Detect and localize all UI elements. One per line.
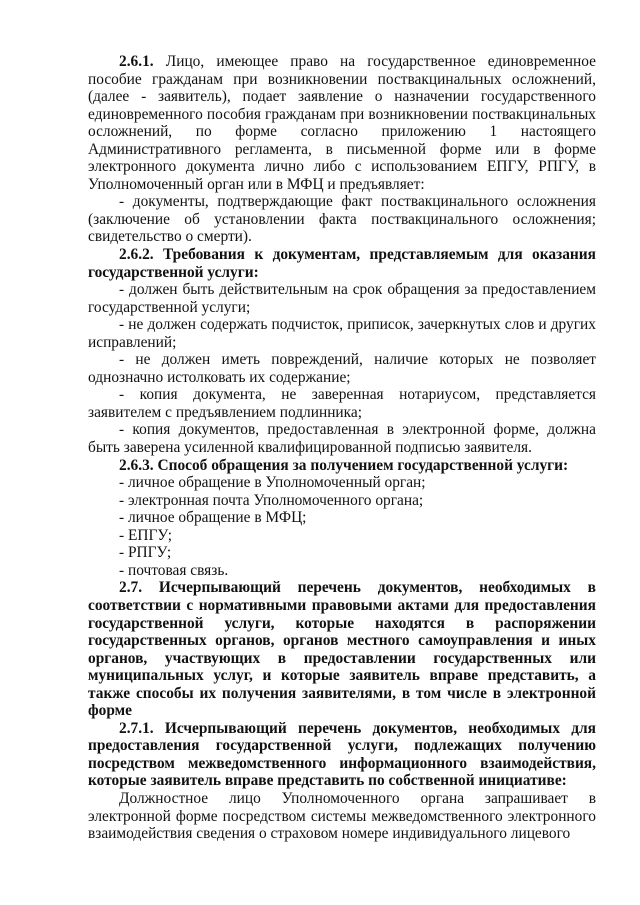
paragraph-2-6-1 bbox=[88, 53, 596, 193]
clause-number: 2.6.1. bbox=[119, 53, 154, 70]
paragraph-text: Лицо, имеющее право на государственное единовременное пособие гражданам при возникновении поствакцинальных осложнений, (далее - заявитель), подает заявление о назначении государственного единовременного пособия гражданам при возникновении поствакцинальных осложнений, по форме согласно приложению 1 настоящего Административного регламента, в письменной форме или в форме электронного документа лично либо с использованием ЕПГУ, РПГУ, в Уполномоченный орган или в МФЦ и предъявляет: bbox=[88, 53, 596, 193]
list-item: - РПГУ; bbox=[119, 544, 172, 562]
list-item: - должен быть действительным на срок обращения за предоставлением государственной услуги; bbox=[88, 281, 596, 316]
list-item: - личное обращение в Уполномоченный орган; bbox=[119, 474, 426, 492]
list-item: - почтовая связь. bbox=[119, 561, 229, 579]
list-item: - электронная почта Уполномоченного органа; bbox=[119, 491, 424, 509]
body-paragraph: Должностное лицо Уполномоченного органа запрашивает в электронной форме посредством системы межведомственного электронного взаимодействия сведения о страховом номере индивидуального лицевого bbox=[88, 789, 596, 843]
section-heading-2-6-3: 2.6.3. Способ обращения за получением государственной услуги: bbox=[119, 456, 569, 474]
document-page bbox=[88, 53, 596, 843]
section-heading-2-6-2: 2.6.2. Требования к документам, представляемым для оказания государственной услуги: bbox=[88, 246, 596, 281]
list-item: - копия документа, не заверенная нотариусом, представляется заявителем с предъявлением подлинника; bbox=[88, 386, 596, 421]
section-heading-2-7: 2.7. Исчерпывающий перечень документов, необходимых в соответствии с нормативными правовыми актами для предоставления государственной услуги, которые находятся в распоряжении государственных органов, органов местного самоуправления и иных органов, участвующих в предоставлении государственных или муниципальных услуг, и которые заявитель вправе представить, а также способы их получения заявителями, в том числе в электронной форме bbox=[88, 579, 596, 720]
list-item: - документы, подтверждающие факт поствакцинального осложнения (заключение об установлении факта поствакцинального осложнения; свидетельство о смерти). bbox=[88, 193, 596, 246]
list-item: - копия документов, предоставленная в электронной форме, должна быть заверена усиленной квалифицированной подписью заявителя. bbox=[88, 421, 596, 457]
list-item: - личное обращение в МФЦ; bbox=[119, 509, 307, 527]
list-item: - ЕПГУ; bbox=[119, 526, 172, 544]
list-item: - не должен содержать подчисток, приписок, зачеркнутых слов и других исправлений; bbox=[88, 316, 596, 351]
section-heading-2-7-1: 2.7.1. Исчерпывающий перечень документов, необходимых для предоставления государственной услуги, подлежащих получению посредством межведомственного информационного взаимодействия, которые заявитель вправе представить по собственной инициативе: bbox=[88, 719, 596, 790]
list-item: - не должен иметь повреждений, наличие которых не позволяет однозначно истолковать их содержание; bbox=[88, 351, 596, 386]
